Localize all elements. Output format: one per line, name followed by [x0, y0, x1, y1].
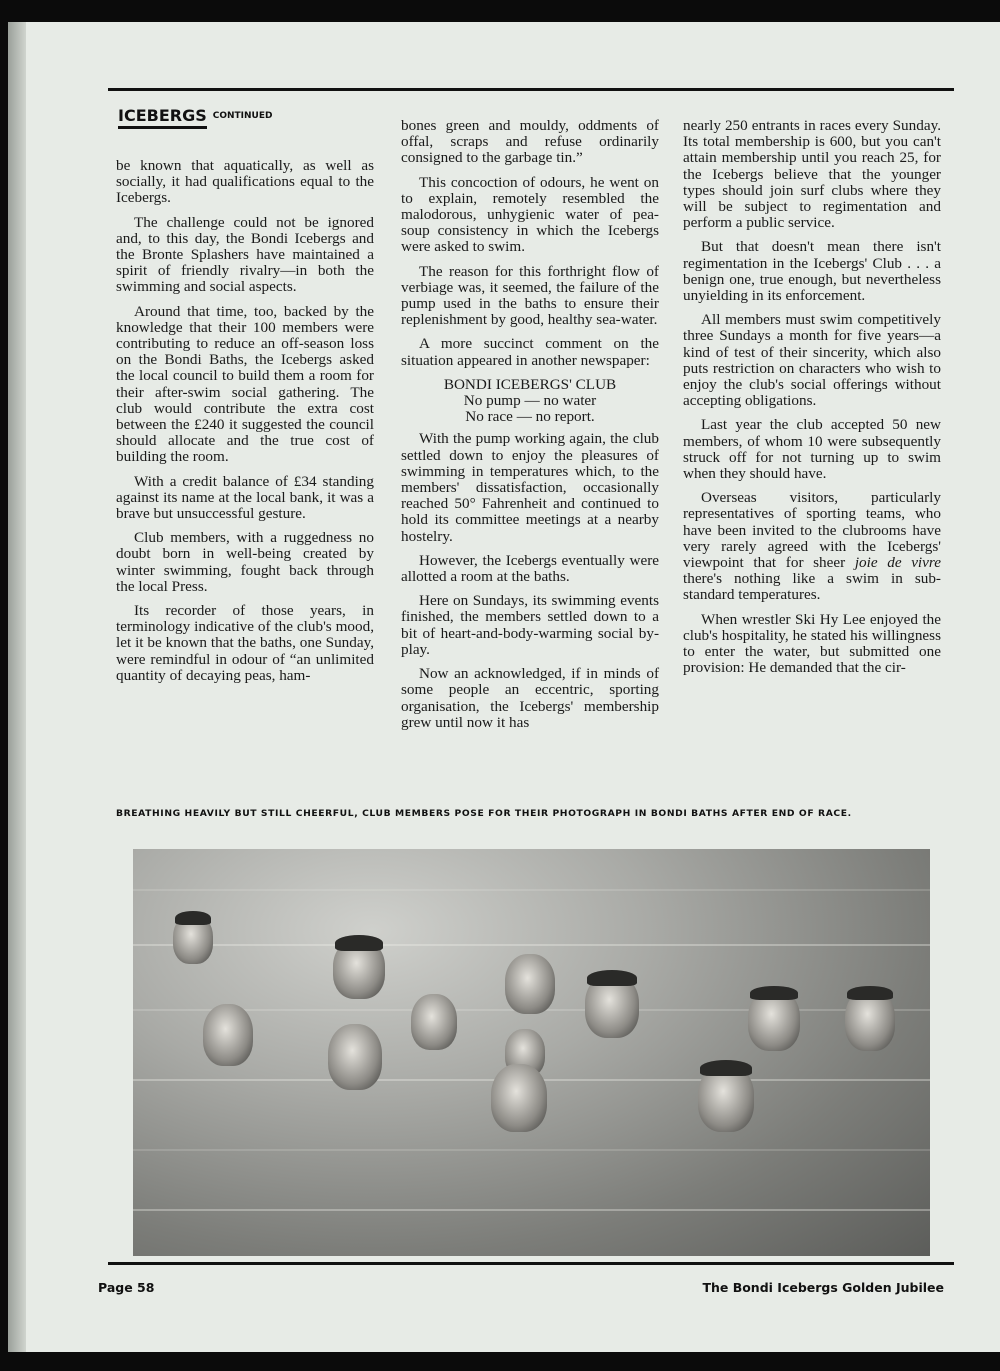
paragraph: When wrestler Ski Hy Lee enjoyed the club's hospitality, he stated his willingness to enter the water, but submitted one provision: He demanded that the cir-	[683, 610, 941, 677]
newspaper-notice	[401, 377, 659, 426]
swimmer-head	[491, 1064, 547, 1132]
column-3	[683, 118, 941, 685]
paragraph: All members must swim competitively three Sundays a month for five years—a kind of test of their sincerity, which also puts restriction on characters who wish to enjoy the club's social offerings without accepting obligations.	[683, 311, 941, 410]
paragraph: With the pump working again, the club settled down to enjoy the pleasures of swimming in temperatures which, to the members' dissatisfaction, occasionally reached 50° Fahrenheit and continued to hold its committee meetings at a nearby hostelry.	[401, 430, 659, 545]
page-edge	[8, 22, 28, 1352]
notice-line: No race — no report.	[465, 408, 595, 426]
swimmer-head	[328, 1024, 382, 1090]
photo-caption: BREATHING HEAVILY BUT STILL CHEERFUL, CLUB MEMBERS POSE FOR THEIR PHOTOGRAPH IN BONDI BATHS AFTER END OF RACE.	[116, 808, 852, 819]
text: there's nothing like a swim in sub-standard temperatures.	[683, 570, 941, 604]
swimmer-head	[411, 994, 457, 1050]
paragraph: Now an acknowledged, if in minds of some people an eccentric, sporting organisation, the Icebergs' membership grew until now it has	[401, 665, 659, 731]
notice-title: BONDI ICEBERGS' CLUB	[443, 375, 617, 393]
page-number: Page 58	[98, 1280, 155, 1295]
text: Overseas visitors, particularly representatives of sporting teams, who have been invited to the clubrooms have very rarely agreed with the Icebergs' viewpoint that for sheer	[683, 489, 941, 572]
section-header	[118, 106, 272, 125]
paragraph	[683, 490, 941, 603]
paragraph: The reason for this forthright flow of verbiage was, it seemed, the failure of the pump used in the baths to ensure their replenishment by good, healthy sea-water.	[401, 262, 659, 329]
section-subtitle: CONTINUED	[212, 111, 273, 121]
paragraph: bones green and mouldy, oddments of offal, scraps and refuse ordinarily consigned to the garbage tin.”	[401, 117, 659, 167]
paragraph: This concoction of odours, he went on to explain, remotely resembled the malodorous, unhygienic water of pea-soup consistency in which the Icebergs were asked to swim.	[401, 173, 659, 256]
paragraph: Last year the club accepted 50 new members, of whom 10 were subsequently struck off for not turning up to swim when they should have.	[683, 416, 941, 483]
publication-title: The Bondi Icebergs Golden Jubilee	[702, 1280, 944, 1295]
paragraph: With a credit balance of £34 standing against its name at the local bank, it was a brave but unsuccessful gesture.	[116, 472, 374, 523]
notice-line: No pump — no water	[463, 392, 597, 410]
column-2	[401, 118, 659, 739]
paragraph: Here on Sundays, its swimming events finished, the members settled down to a bit of heart-and-body-warming social by-play.	[401, 592, 659, 658]
paragraph: A more succinct comment on the situation appeared in another newspaper:	[401, 335, 659, 369]
paragraph: The challenge could not be ignored and, to this day, the Bondi Icebergs and the Bronte Splashers have maintained a spirit of friendly rivalry—in both the swimming and social aspects.	[116, 213, 374, 296]
top-rule	[108, 88, 954, 91]
paragraph: Club members, with a ruggedness no doubt born in well-being created by winter swimming, fought back through the local Press.	[116, 529, 374, 595]
paragraph: Around that time, too, backed by the knowledge that their 100 members were contributing to reduce an off-season loss on the Bondi Baths, the Icebergs asked the local council to build them a room for their after-swim social gathering. The club would contribute the extra cost between the £240 it suggested the council should allocate and the true cost of building the room.	[116, 302, 374, 466]
section-title: ICEBERGS	[118, 106, 207, 129]
paragraph: However, the Icebergs eventually were allotted a room at the baths.	[401, 551, 659, 586]
paragraph: But that doesn't mean there isn't regimentation in the Icebergs' Club . . . a benign one, true enough, but nevertheless unyielding in its enforcement.	[683, 238, 941, 305]
swimmer-head	[203, 1004, 253, 1066]
column-1	[116, 158, 374, 692]
swimmer-head	[505, 954, 555, 1014]
swimmers-photo	[133, 849, 930, 1256]
bottom-rule	[108, 1262, 954, 1265]
italic-phrase: joie de vivre	[854, 554, 941, 572]
paragraph: be known that aquatically, as well as socially, it had qualifications equal to the Icebergs.	[116, 157, 374, 207]
paragraph: Its recorder of those years, in terminology indicative of the club's mood, let it be known that the baths, one Sunday, were remindful in odour of “an unlimited quantity of decaying peas, ham-	[116, 602, 374, 684]
paragraph: nearly 250 entrants in races every Sunday. Its total membership is 600, but you can't attain membership until you reach 25, for the Icebergs believe that the younger types should join surf clubs where they will be subject to regimentation and perform a public service.	[683, 117, 941, 232]
